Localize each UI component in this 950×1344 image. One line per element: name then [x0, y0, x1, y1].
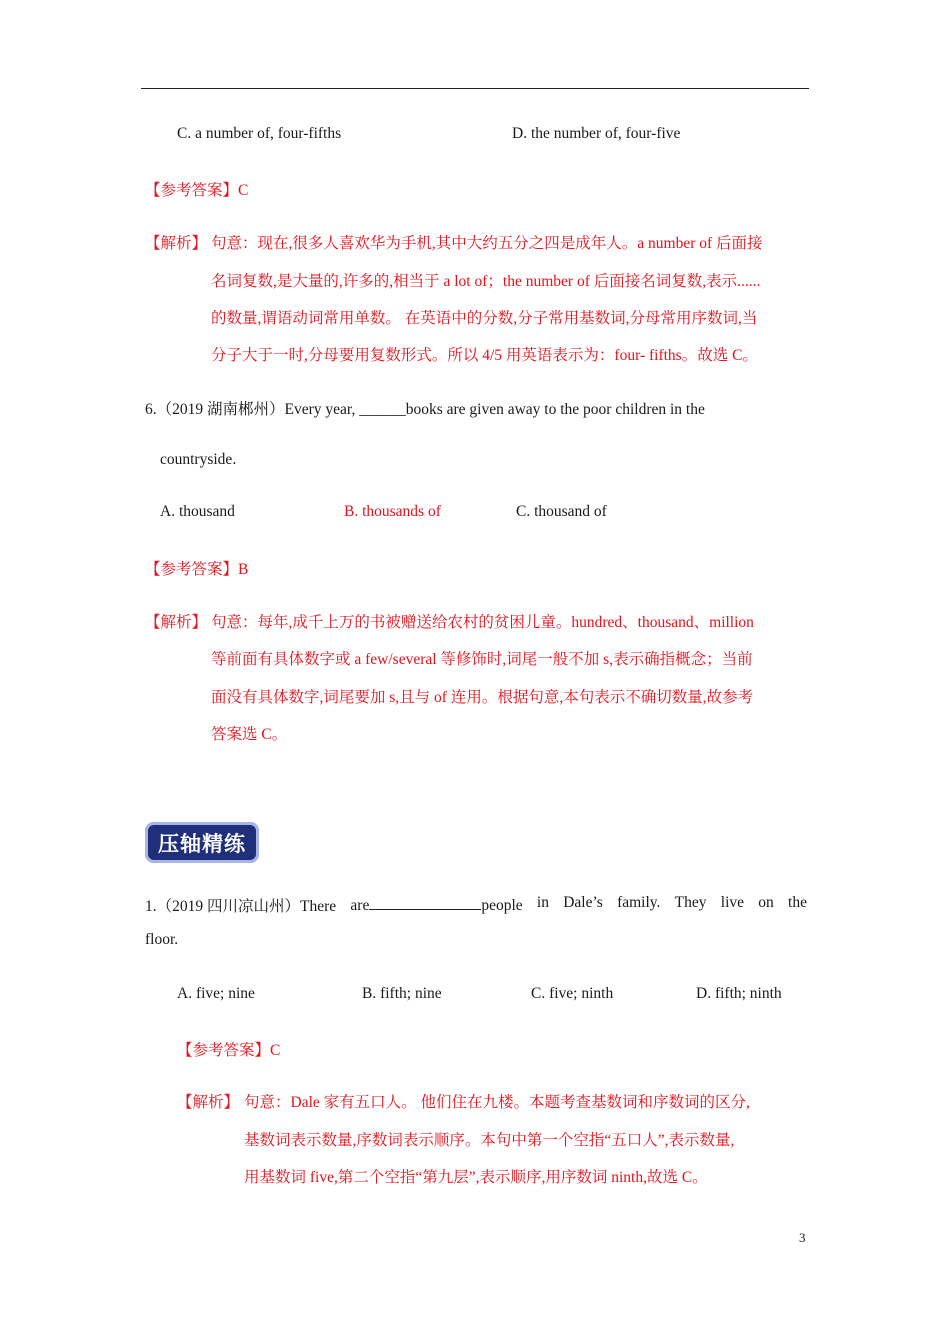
q5-explanation-line: 的数量,谓语动词常用单数。 在英语中的分数,分子常用基数词,分母常用序数词,当 — [211, 310, 758, 327]
question-source: （2019 四川凉山州） — [156, 898, 301, 915]
stem-word: the — [788, 894, 807, 911]
stem-prefix — [145, 894, 336, 916]
answer-label: 【参考答案】 — [145, 561, 239, 578]
stem-with-blank — [350, 894, 522, 916]
stem-word: people — [481, 897, 523, 914]
q5-answer — [145, 178, 248, 200]
q6-answer — [145, 557, 248, 579]
stem-word: are — [350, 897, 370, 914]
p1-explanation-label: 【解析】 — [177, 1094, 240, 1111]
header-rule — [141, 88, 809, 89]
answer-value: B — [238, 561, 249, 578]
q6-stem-line2: countryside. — [160, 451, 237, 468]
q6-option-b: B. thousands of — [344, 503, 441, 520]
q6-explanation-line: 句意：每年,成千上万的书被赠送给农村的贫困儿童。hundred、thousand、million — [211, 614, 754, 631]
stem-text: Every year, — [284, 401, 360, 418]
stem-word: family. — [617, 894, 661, 911]
p1-option-c: C. five; ninth — [531, 985, 614, 1002]
q5-explanation-line: 句意：现在,很多人喜欢华为手机,其中大约五分之四是成年人。a number of 后面接 — [211, 235, 763, 252]
p1-option-a: A. five; nine — [177, 985, 255, 1002]
q6-explanation-line: 面没有具体数字,词尾要加 s,且与 of 连用。根据句意,本句表示不确切数量,故参考 — [211, 689, 754, 706]
answer-blank: ______ — [359, 401, 406, 418]
q6-option-c: C. thousand of — [516, 503, 607, 520]
question-number: 6. — [145, 401, 157, 418]
stem-word: Dale’s — [563, 894, 603, 911]
answer-value: C — [270, 1042, 281, 1059]
answer-blank — [369, 894, 481, 910]
p1-stem — [145, 894, 807, 916]
q5-option-d: D. the number of, four-five — [512, 125, 681, 142]
question-source: （2019 湖南郴州） — [156, 401, 285, 418]
p1-stem-line2: floor. — [145, 931, 179, 948]
q5-explanation-line: 分子大于一时,分母要用复数形式。所以 4/5 用英语表示为：four- fifths。故选 C。 — [211, 347, 758, 364]
p1-explanation-line: 用基数词 five,第二个空指“第九层”,表示顺序,用序数词 ninth,故选 C。 — [244, 1169, 708, 1186]
section-title-badge: 压轴精练 — [145, 822, 259, 863]
p1-option-d: D. fifth; ninth — [696, 985, 782, 1002]
p1-answer — [177, 1038, 280, 1060]
p1-explanation-line: 句意：Dale 家有五口人。 他们住在九楼。本题考查基数词和序数词的区分, — [244, 1094, 750, 1111]
q5-option-c: C. a number of, four-fifths — [177, 125, 342, 142]
page-number: 3 — [799, 1230, 806, 1245]
answer-label: 【参考答案】 — [177, 1042, 271, 1059]
q6-explanation-line: 等前面有具体数字或 a few/several 等修饰时,词尾一般不加 s,表示确指概念；当前 — [211, 651, 753, 668]
stem-word: on — [758, 894, 774, 911]
q6-stem — [145, 397, 705, 419]
q6-explanation-label: 【解析】 — [145, 614, 208, 631]
p1-explanation-line: 基数词表示数量,序数词表示顺序。本句中第一个空指“五口人”,表示数量, — [244, 1132, 735, 1149]
question-number: 1. — [145, 898, 157, 915]
q6-explanation-line: 答案选 C。 — [211, 726, 288, 743]
stem-word: in — [536, 894, 549, 911]
q6-option-a: A. thousand — [160, 503, 235, 520]
stem-word: live — [720, 894, 745, 911]
answer-value: C — [238, 182, 249, 199]
answer-label: 【参考答案】 — [145, 182, 239, 199]
stem-word: There — [300, 898, 337, 915]
stem-text: books are given away to the poor children in the — [405, 401, 705, 418]
q5-explanation-label: 【解析】 — [145, 235, 208, 252]
p1-option-b: B. fifth; nine — [362, 985, 442, 1002]
q5-explanation-line: 名词复数,是大量的,许多的,相当于 a lot of；the number of 后面接名词复数,表示...... — [211, 273, 761, 290]
stem-word: They — [674, 894, 707, 911]
